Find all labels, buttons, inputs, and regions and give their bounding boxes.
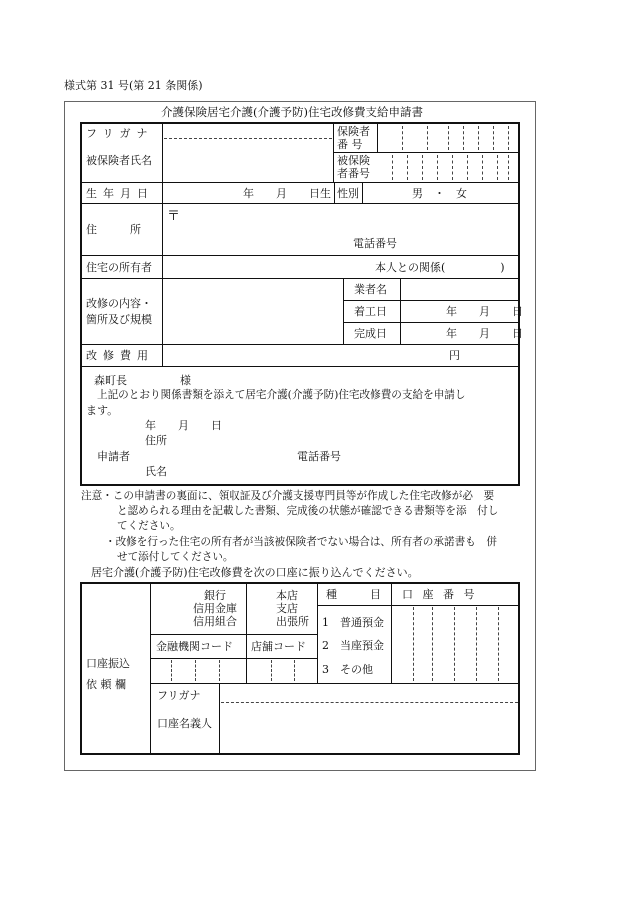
- transfer-label-2: 依 頼 欄: [86, 678, 126, 691]
- application-text-2: ます。: [86, 404, 119, 417]
- renovation-label-2: 箇所及び規模: [86, 313, 152, 326]
- start-date-label: 着工日: [354, 305, 387, 318]
- address-label: 住 所: [86, 223, 141, 236]
- finish-date-value: 年 月 日: [446, 327, 523, 340]
- account-type-ordinary: 1 普通預金: [322, 616, 384, 629]
- bank-type-3: 信用組合: [193, 615, 237, 628]
- note-2-line-2: せて添付してください。: [117, 551, 234, 563]
- account-type-other: 3 その他: [322, 663, 373, 676]
- applicant-phone-label: 電話番号: [297, 450, 341, 463]
- cost-unit: 円: [449, 349, 460, 362]
- application-date: 年 月 日: [145, 419, 222, 432]
- birthdate-value: 年 月 日生: [243, 187, 331, 200]
- applicant-address-label: 住所: [145, 434, 167, 447]
- applicant-name-label: 氏名: [145, 465, 167, 478]
- note-1-line-3: てください。: [117, 520, 181, 532]
- finish-date-label: 完成日: [354, 327, 387, 340]
- honorific: 様: [180, 374, 191, 387]
- birthdate-label: 生年月日: [86, 187, 154, 200]
- account-number-header: 口 座 番 号: [402, 588, 478, 601]
- owner-label: 住宅の所有者: [86, 261, 152, 274]
- mayor-label: 森町長: [94, 374, 127, 387]
- note-1-line-2: と認められる理由を記載した書類、完成後の状態が確認できる書類等を添 付し: [117, 505, 499, 517]
- branch-code-label: 店舗コード: [251, 640, 306, 653]
- account-type-current: 2 当座預金: [322, 639, 384, 652]
- branch-type-3: 出張所: [276, 615, 309, 628]
- bank-type-2: 信用金庫: [193, 602, 237, 615]
- insured-number-label-1: 被保険: [337, 154, 370, 167]
- institution-code-label: 金融機関コード: [156, 640, 233, 653]
- insurer-number-label-2: 番 号: [337, 138, 363, 151]
- sex-label: 性別: [337, 187, 359, 200]
- contractor-label: 業者名: [354, 283, 387, 296]
- branch-type-1: 本店: [276, 589, 298, 602]
- note-1-line-1: 注意・この申請書の裏面に、領収証及び介護支援専門員等が作成した住宅改修が必 要: [81, 490, 495, 502]
- phone-label: 電話番号: [353, 237, 397, 250]
- holder-furigana-label: フリガナ: [157, 689, 201, 702]
- transfer-label-1: 口座振込: [86, 657, 130, 670]
- insurer-number-label-1: 保険者: [337, 125, 370, 138]
- owner-relation: 本人との関係( ): [375, 261, 505, 274]
- account-holder-label: 口座名義人: [157, 717, 212, 730]
- application-text-1: 上記のとおり関係書類を添えて居宅介護(介護予防)住宅改修費の支給を申請し: [97, 389, 466, 401]
- insured-number-label-2: 者番号: [337, 167, 370, 180]
- sex-options: 男 ・ 女: [412, 187, 467, 200]
- applicant-label: 申請者: [97, 450, 130, 463]
- branch-type-2: 支店: [276, 602, 298, 615]
- insured-name-label: 被保険者氏名: [86, 154, 152, 167]
- form-title: 介護保険居宅介護(介護予防)住宅改修費支給申請書: [161, 105, 423, 119]
- account-type-header: 種 目: [326, 588, 381, 601]
- postal-mark: 〒: [167, 209, 181, 224]
- start-date-value: 年 月 日: [446, 305, 523, 318]
- form-number: 様式第 31 号(第 21 条関係): [64, 79, 203, 92]
- bank-type-1: 銀行: [204, 589, 226, 602]
- furigana-label: フリガナ: [86, 127, 154, 140]
- note-2-line-1: ・改修を行った住宅の所有者が当該被保険者でない場合は、所有者の承諾書も 併: [105, 536, 497, 548]
- renovation-label-1: 改修の内容・: [86, 297, 152, 310]
- transfer-text: 居宅介護(介護予防)住宅改修費を次の口座に振り込んでください。: [91, 566, 419, 579]
- cost-label: 改修費用: [86, 349, 154, 362]
